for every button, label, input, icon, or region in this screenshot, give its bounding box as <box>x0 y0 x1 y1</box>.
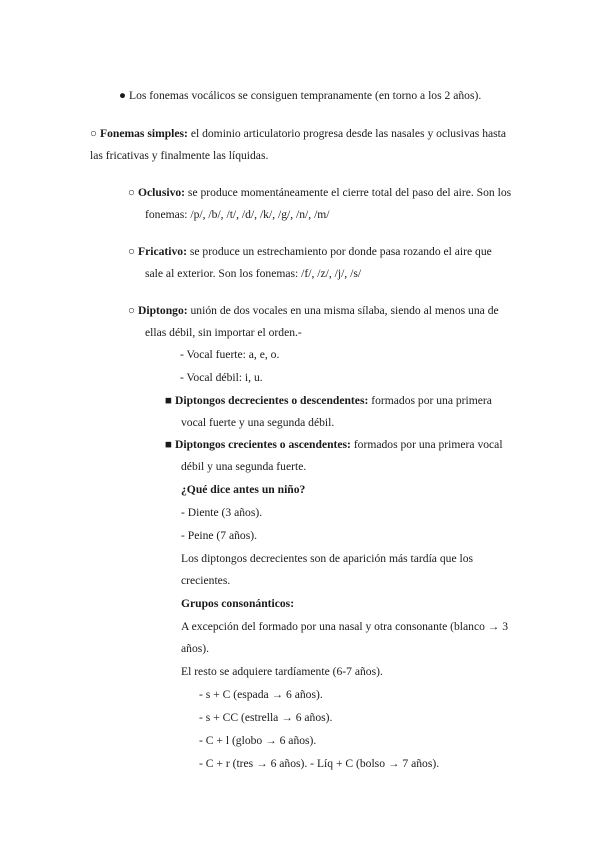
term-fonemas-simples: Fonemas simples: <box>100 127 188 140</box>
definition: formados por una primera vocal <box>350 438 503 451</box>
bullet-circle-icon: ○ <box>128 245 136 258</box>
list-item-decrecientes <box>165 394 492 408</box>
term-decrecientes: Diptongos decrecientes o descendentes: <box>175 394 369 407</box>
bullet-circle-icon: ○ <box>128 304 136 317</box>
vocal-fuerte: - Vocal fuerte: a, e, o. <box>180 348 280 361</box>
continuation-line: ellas débil, sin importar el orden.- <box>145 326 302 339</box>
bullet-circle-icon: ○ <box>128 186 136 199</box>
list-item-fonemas-simples <box>90 127 506 141</box>
list-item-fricativo <box>128 245 492 259</box>
bullet-circle-icon: ○ <box>90 127 98 140</box>
continuation-line: débil y una segunda fuerte. <box>181 460 307 473</box>
definition: se produce momentáneamente el cierre total del paso del aire. Son los <box>185 186 512 199</box>
vocal-debil: - Vocal débil: i, u. <box>180 371 263 384</box>
term-fricativo: Fricativo: <box>138 245 187 258</box>
list-item-diptongo <box>128 304 499 318</box>
term-diptongo: Diptongo: <box>138 304 188 317</box>
definition: el dominio articulatorio progresa desde las nasales y oclusivas hasta <box>187 127 507 140</box>
note-line-1: Los diptongos decrecientes son de aparición más tardía que los <box>181 552 474 565</box>
continuation-line: sale al exterior. Son los fonemas: /f/, /z/, /j/, /s/ <box>145 267 362 280</box>
definition: se produce un estrechamiento por donde pasa rozando el aire que <box>186 245 492 258</box>
example-cluster-2: - s + CC (estrella → 6 años). <box>199 711 333 724</box>
list-item-vocalicos <box>119 89 481 103</box>
list-item-oclusivo <box>128 186 511 200</box>
excepcion-line-1: A excepción del formado por una nasal y otra consonante (blanco → 3 <box>181 620 509 633</box>
example-cluster-3: - C + l (globo → 6 años). <box>199 734 317 747</box>
continuation-line: fonemas: /p/, /b/, /t/, /d/, /k/, /g/, /n/, /m/ <box>145 208 330 221</box>
text: Los fonemas vocálicos se consiguen tempranamente (en torno a los 2 años). <box>129 89 482 102</box>
heading-grupos-consonanticos: Grupos consonánticos: <box>181 597 295 610</box>
heading-que-dice: ¿Qué dice antes un niño? <box>181 483 306 496</box>
definition: formados por una primera <box>368 394 492 407</box>
term-crecientes: Diptongos crecientes o ascendentes: <box>175 438 351 451</box>
resto-line: El resto se adquiere tardíamente (6-7 años). <box>181 665 383 678</box>
example-diente: - Diente (3 años). <box>181 506 263 519</box>
bullet-square-icon: ■ <box>165 438 173 451</box>
continuation-line: las fricativas y finalmente las líquidas. <box>90 149 269 162</box>
example-cluster-4: - C + r (tres → 6 años). - Líq + C (bolso → 7 años). <box>199 757 440 770</box>
bullet-square-icon: ■ <box>165 394 173 407</box>
example-peine: - Peine (7 años). <box>181 529 257 542</box>
excepcion-line-2: años). <box>181 642 210 655</box>
continuation-line: vocal fuerte y una segunda débil. <box>181 416 335 429</box>
definition: unión de dos vocales en una misma sílaba, siendo al menos una de <box>187 304 499 317</box>
list-item-crecientes <box>165 438 503 452</box>
bullet-disc-icon: ● <box>119 89 127 102</box>
note-line-2: crecientes. <box>181 574 231 587</box>
term-oclusivo: Oclusivo: <box>138 186 186 199</box>
example-cluster-1: - s + C (espada → 6 años). <box>199 688 323 701</box>
